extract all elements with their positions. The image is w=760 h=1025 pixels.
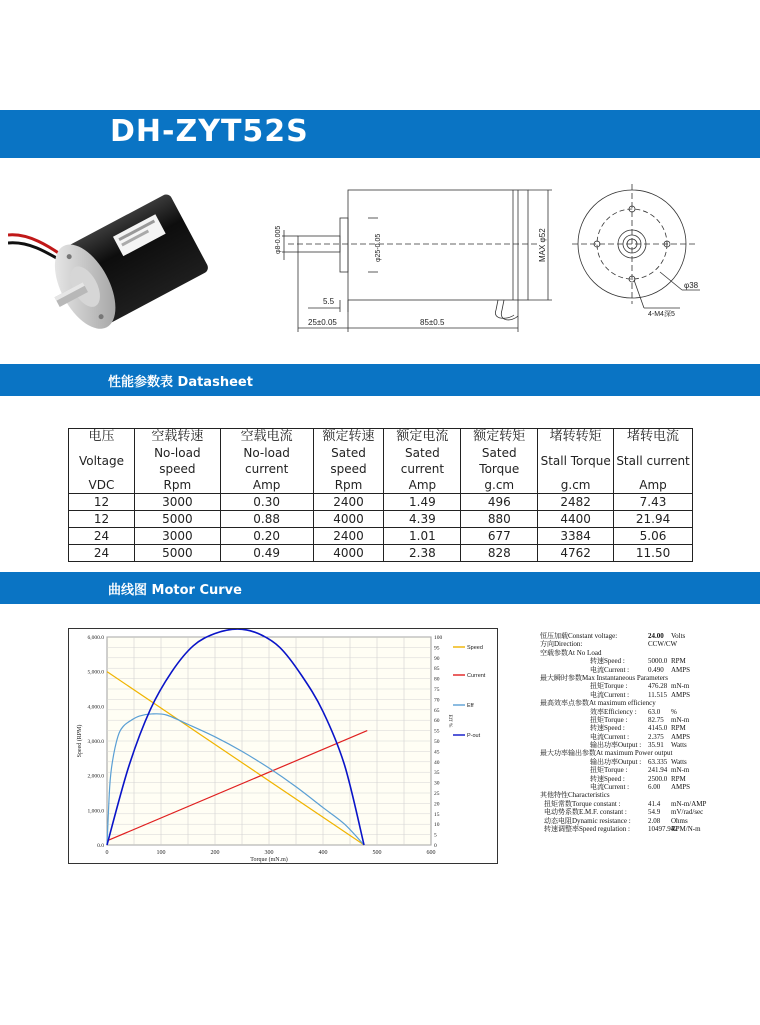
param-unit: AMPS (671, 665, 691, 674)
param-value: 476.28 (648, 682, 668, 691)
table-cell: 12 (69, 511, 135, 528)
table-cell: 4762 (538, 545, 614, 562)
table-cell: 5000 (134, 545, 220, 562)
y2-tick-label: 15 (434, 811, 440, 818)
param-label: 效率Efficiency : (590, 707, 637, 716)
table-cell: 21.94 (614, 511, 693, 528)
table-cell: 5000 (134, 511, 220, 528)
table-cell: 2400 (313, 494, 384, 511)
y2-tick-label: 65 (434, 707, 440, 714)
table-cell: 4000 (313, 511, 384, 528)
param-unit: Watts (671, 741, 687, 750)
curve-section-title: 曲线图 Motor Curve (108, 583, 242, 598)
table-cell: Sated speed (313, 445, 384, 477)
datasheet-table (68, 428, 693, 562)
table-cell: 4000 (313, 545, 384, 562)
motor-curve-chart (68, 628, 498, 864)
legend-label: Speed (467, 645, 483, 651)
y2-tick-label: 70 (434, 697, 440, 704)
param-unit: AMPS (671, 732, 691, 741)
y2-tick-label: 5 (434, 832, 437, 839)
table-cell: 0.88 (220, 511, 313, 528)
x-tick-label: 300 (264, 850, 274, 856)
table-cell: Stall Torque (538, 445, 614, 477)
param-value: 2500.0 (648, 774, 668, 783)
table-cell: No-load current (220, 445, 313, 477)
param-unit: AMPS (671, 690, 691, 699)
dim-m4-label: 4-M4深5 (648, 311, 675, 318)
table-header-unit (69, 477, 693, 494)
table-cell: 2400 (313, 528, 384, 545)
y-tick-label: 1,000.0 (87, 808, 104, 815)
param-label: 扭矩常数Torque constant : (544, 799, 621, 808)
dim-25-label: 25±0.05 (308, 318, 337, 327)
param-label: 电流Current : (590, 783, 630, 792)
param-value: 0.490 (648, 665, 664, 674)
param-value: 241.94 (648, 766, 668, 775)
param-label: 最大功率输出参数At maximum Power output (540, 749, 673, 758)
table-cell: 7.43 (614, 494, 693, 511)
table-cell: Rpm (134, 477, 220, 494)
param-label: 方向Direction: (540, 640, 583, 649)
param-row (540, 808, 755, 816)
param-unit: % (671, 707, 677, 716)
param-row (540, 724, 755, 732)
table-cell: 堵转电流 (614, 429, 693, 446)
table-cell: 1.01 (384, 528, 461, 545)
param-label: 电流Current : (590, 665, 630, 674)
param-row (540, 640, 755, 648)
y-tick-label: 4,000.0 (87, 704, 104, 711)
table-row (69, 494, 693, 511)
param-value: 82.75 (648, 715, 664, 724)
table-cell: 0.20 (220, 528, 313, 545)
page-title: DH-ZYT52S (110, 114, 309, 149)
table-cell: 3000 (134, 528, 220, 545)
y2-tick-label: 60 (434, 718, 440, 725)
param-unit: mN-m/AMP (671, 799, 707, 808)
x-axis-label: Torque (mN.m) (250, 857, 288, 863)
table-row (69, 528, 693, 545)
y2-tick-label: 55 (434, 728, 440, 735)
motor-curve-svg (69, 629, 499, 865)
title-banner (0, 110, 760, 158)
param-row (540, 791, 755, 799)
param-value: 4145.0 (648, 724, 668, 733)
table-cell: 24 (69, 528, 135, 545)
table-cell: Stall current (614, 445, 693, 477)
param-unit: RPM (671, 724, 686, 733)
legend-label: Eff (467, 703, 474, 709)
param-unit: RPM (671, 774, 686, 783)
table-cell: 3000 (134, 494, 220, 511)
y2-tick-label: 40 (434, 759, 440, 766)
table-cell: 880 (461, 511, 538, 528)
y2-tick-label: 75 (434, 687, 440, 693)
front-view-drawing (572, 172, 712, 332)
table-cell: VDC (69, 477, 135, 494)
x-tick-label: 400 (318, 850, 328, 856)
x-tick-label: 0 (105, 850, 109, 856)
param-label: 扭矩Torque : (590, 682, 628, 691)
table-cell: Sated current (384, 445, 461, 477)
dim-38-label: φ38 (684, 281, 699, 290)
x-tick-label: 500 (372, 850, 382, 856)
param-value: CCW/CW (648, 640, 678, 649)
y2-tick-label: 80 (434, 676, 440, 683)
y2-tick-label: 95 (434, 645, 440, 652)
table-header-cn (69, 429, 693, 446)
table-cell: 堵转转矩 (538, 429, 614, 446)
x-tick-label: 200 (210, 850, 220, 856)
param-value: 54.9 (648, 808, 661, 817)
table-cell: 0.30 (220, 494, 313, 511)
x-tick-label: 100 (156, 850, 166, 856)
param-label: 最大瞬时参数Max Instantaneous Parameters (540, 673, 668, 682)
table-cell: 空载电流 (220, 429, 313, 446)
param-label: 空载参数At No Load (540, 648, 602, 657)
curve-section-banner (0, 572, 760, 604)
param-value: 24.00 (648, 632, 664, 640)
param-row (540, 775, 755, 783)
param-unit: mV/rad/sec (671, 808, 704, 817)
table-cell: 24 (69, 545, 135, 562)
param-value: 2.08 (648, 816, 661, 825)
param-row (540, 682, 755, 690)
param-unit: Volts (671, 632, 686, 640)
table-cell: Rpm (313, 477, 384, 494)
param-row (540, 825, 755, 833)
table-cell: Amp (614, 477, 693, 494)
param-value: 10497.942 (648, 824, 678, 833)
param-unit: RPM (671, 657, 686, 666)
param-label: 最高效率点参数At maximum efficiency (540, 699, 656, 708)
y-tick-label: 0.0 (97, 843, 104, 849)
datasheet-section-title: 性能参数表 Datasheet (108, 375, 253, 390)
param-row (540, 657, 755, 665)
param-row (540, 708, 755, 716)
dim-85-label: 85±0.5 (420, 318, 445, 327)
legend-label: P-out (467, 733, 481, 739)
param-value: 6.00 (648, 783, 661, 792)
table-header-en (69, 445, 693, 477)
table-cell: 2.38 (384, 545, 461, 562)
param-row (540, 699, 755, 707)
param-row (540, 800, 755, 808)
table-cell: 496 (461, 494, 538, 511)
y2-tick-label: 100 (434, 635, 443, 641)
param-label: 其他特性Characteristics (540, 791, 610, 800)
param-value: 41.4 (648, 799, 661, 808)
param-label: 转速Speed : (590, 724, 625, 733)
param-label: 转速Speed : (590, 657, 625, 666)
table-cell: 677 (461, 528, 538, 545)
table-cell: g.cm (538, 477, 614, 494)
table-cell: 额定转速 (313, 429, 384, 446)
param-unit: AMPS (671, 783, 691, 792)
param-row (540, 766, 755, 774)
dim-shaft-label: φ8-0.005 (275, 225, 282, 254)
param-label: 电流Current : (590, 690, 630, 699)
y-tick-label: 6,000.0 (87, 635, 104, 641)
param-unit: mN-m (671, 682, 690, 691)
param-value: 63.0 (648, 707, 661, 716)
table-cell: 5.06 (614, 528, 693, 545)
param-label: 动态电阻Dynamic resistance : (544, 816, 631, 825)
param-label: 输出功率Output : (590, 741, 642, 750)
legend-label: Current (467, 673, 486, 679)
param-label: 扭矩Torque : (590, 766, 628, 775)
table-cell: 0.49 (220, 545, 313, 562)
y2-tick-label: 50 (434, 739, 440, 745)
table-cell: Amp (220, 477, 313, 494)
param-label: 电流Current : (590, 732, 630, 741)
y2-tick-label: 85 (434, 666, 440, 673)
param-label: 转速Speed : (590, 774, 625, 783)
dim-55-label: 5.5 (323, 297, 335, 306)
table-cell: Sated Torque (461, 445, 538, 477)
y-tick-label: 3,000.0 (87, 739, 104, 745)
param-label: 扭矩Torque : (590, 715, 628, 724)
param-value: 35.91 (648, 741, 664, 750)
table-row (69, 511, 693, 528)
table-cell: 828 (461, 545, 538, 562)
param-row (540, 758, 755, 766)
param-row (540, 749, 755, 757)
param-row (540, 817, 755, 825)
table-cell: 3384 (538, 528, 614, 545)
table-cell: 额定转矩 (461, 429, 538, 446)
param-value: 2.375 (648, 732, 664, 741)
param-value: 5000.0 (648, 657, 668, 666)
param-value: 11.515 (648, 690, 667, 699)
y2-tick-label: 30 (434, 780, 440, 787)
dim-boss-label: φ25-0.05 (375, 233, 382, 262)
param-label: 转速调整率Speed regulation : (544, 824, 630, 833)
table-cell: 11.50 (614, 545, 693, 562)
table-cell: Voltage (69, 445, 135, 477)
param-unit: mN-m (671, 715, 690, 724)
param-row (540, 691, 755, 699)
parameter-list (540, 632, 755, 833)
y-axis-label: Speed (RPM) (77, 724, 83, 758)
param-label: 恒压加载Constant voltage: (540, 632, 618, 640)
table-cell: 空载转速 (134, 429, 220, 446)
y2-tick-label: 10 (434, 822, 440, 829)
table-cell: 电压 (69, 429, 135, 446)
table-cell: g.cm (461, 477, 538, 494)
param-row (540, 666, 755, 674)
y-tick-label: 2,000.0 (87, 773, 104, 780)
y2-tick-label: 20 (434, 801, 440, 808)
dim-body-label: MAX φ52 (538, 228, 547, 262)
table-row (69, 545, 693, 562)
y2-tick-label: 35 (434, 770, 440, 777)
table-cell: 额定电流 (384, 429, 461, 446)
param-row (540, 733, 755, 741)
param-unit: Ohms (671, 816, 688, 825)
param-unit: mN-m (671, 766, 690, 775)
table-cell: No-load speed (134, 445, 220, 477)
y2-tick-label: 25 (434, 791, 440, 797)
param-row (540, 716, 755, 724)
param-row (540, 674, 755, 682)
y2-tick-label: 0 (434, 843, 437, 849)
table-cell: Amp (384, 477, 461, 494)
param-label: 电动势系数E.M.F. constant : (544, 808, 627, 817)
x-tick-label: 600 (426, 850, 436, 856)
y2-axis-label: Eff % (447, 714, 453, 728)
table-cell: 4400 (538, 511, 614, 528)
param-row (540, 649, 755, 657)
table-cell: 1.49 (384, 494, 461, 511)
param-unit: RPM/N-m (671, 824, 701, 833)
y2-tick-label: 90 (434, 655, 440, 662)
param-label: 输出功率Output : (590, 757, 642, 766)
param-value: 63.335 (648, 757, 668, 766)
table-cell: 12 (69, 494, 135, 511)
y-tick-label: 5,000.0 (87, 669, 104, 676)
y2-tick-label: 45 (434, 749, 440, 756)
side-view-drawing (268, 170, 560, 340)
table-cell: 2482 (538, 494, 614, 511)
param-unit: Watts (671, 757, 687, 766)
motor-photo (8, 175, 223, 340)
datasheet-section-banner (0, 364, 760, 396)
table-cell: 4.39 (384, 511, 461, 528)
